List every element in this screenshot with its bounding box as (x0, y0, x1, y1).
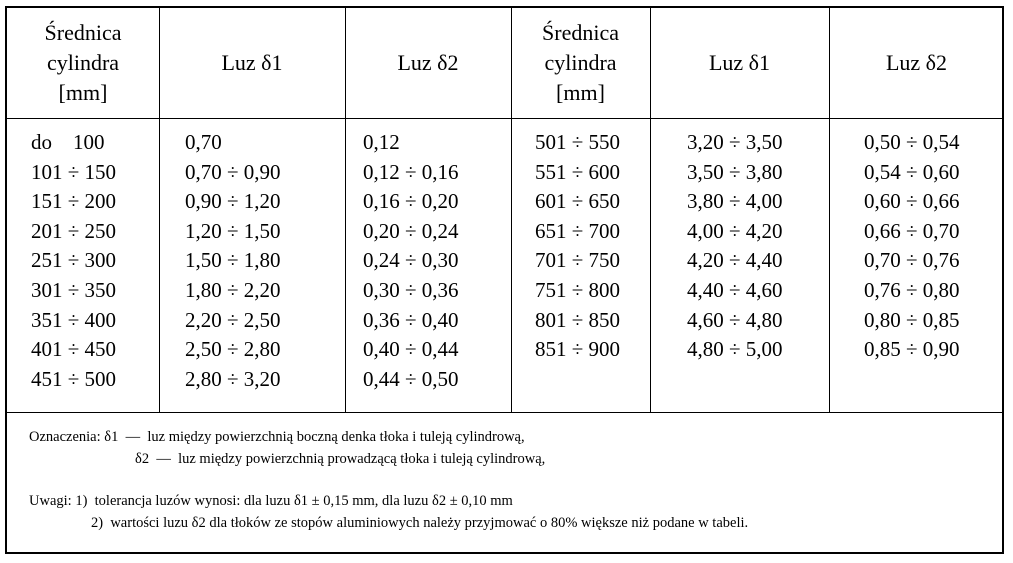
designation-d2 (29, 448, 748, 470)
col-diameter-left (31, 128, 116, 394)
table-cell: 801 ÷ 850 (535, 307, 621, 332)
table-cell: 0,85 ÷ 0,90 (864, 337, 960, 362)
table-notes (29, 426, 748, 534)
table-cell: 0,76 ÷ 0,80 (864, 277, 960, 302)
table-cell: 851 ÷ 900 (535, 337, 621, 362)
notes-rule (7, 412, 1002, 413)
table-cell: do 100 (31, 130, 105, 154)
table-cell: 551 ÷ 600 (535, 159, 621, 184)
table-cell: 751 ÷ 800 (535, 277, 621, 302)
table-cell: 2,20 ÷ 2,50 (185, 307, 281, 332)
table-cell: 0,12 (363, 130, 400, 154)
table-cell: 1,80 ÷ 2,20 (185, 277, 281, 302)
table-cell: 4,40 ÷ 4,60 (687, 277, 783, 302)
col-diameter-right (535, 128, 620, 365)
remark-1 (29, 490, 748, 512)
table-cell: 151 ÷ 200 (31, 189, 117, 214)
table-cell: 3,50 ÷ 3,80 (687, 159, 783, 184)
table-cell: 401 ÷ 450 (31, 337, 117, 362)
table-cell: 0,16 ÷ 0,20 (363, 189, 459, 214)
table-cell: 501 ÷ 550 (535, 130, 621, 154)
table-cell: 0,70 (185, 130, 222, 154)
header-diameter-b-line1: Średnica (542, 20, 619, 45)
table-cell: 2,50 ÷ 2,80 (185, 337, 281, 362)
table-cell: 1,50 ÷ 1,80 (185, 248, 281, 273)
table-cell: 351 ÷ 400 (31, 307, 117, 332)
clearance-table (5, 6, 1004, 554)
table-cell: 451 ÷ 500 (31, 366, 117, 391)
table-cell: 2,80 ÷ 3,20 (185, 366, 281, 391)
table-cell: 0,54 ÷ 0,60 (864, 159, 960, 184)
designations-label: Oznaczenia: (29, 429, 101, 445)
table-cell: 3,80 ÷ 4,00 (687, 189, 783, 214)
header-rule (7, 118, 1002, 119)
table-cell: 0,90 ÷ 1,20 (185, 189, 281, 214)
table-cell: 0,70 ÷ 0,90 (185, 159, 281, 184)
col-luz1-left (185, 128, 281, 394)
table-cell: 201 ÷ 250 (31, 218, 117, 243)
table-cell: 701 ÷ 750 (535, 248, 621, 273)
table-cell: 0,24 ÷ 0,30 (363, 248, 459, 273)
remark-2-text: 2) wartości luzu δ2 dla tłoków ze stopów aluminiowych należy przyjmować o 80% większe niż podane w tabeli. (91, 515, 749, 531)
table-cell: 601 ÷ 650 (535, 189, 621, 214)
header-diameter-unit: [mm] (58, 80, 108, 105)
table-cell: 1,20 ÷ 1,50 (185, 218, 281, 243)
designation-d1 (29, 426, 748, 448)
table-cell: 4,60 ÷ 4,80 (687, 307, 783, 332)
table-cell: 0,70 ÷ 0,76 (864, 248, 960, 273)
header-diameter-b (511, 8, 650, 118)
table-cell: 0,20 ÷ 0,24 (363, 218, 459, 243)
table-cell: 0,66 ÷ 0,70 (864, 218, 960, 243)
header-diameter-b-unit: [mm] (556, 80, 605, 105)
table-cell: 651 ÷ 700 (535, 218, 621, 243)
header-luz1-label: Luz δ1 (221, 50, 283, 75)
table-cell: 0,36 ÷ 0,40 (363, 307, 459, 332)
remark-1-text: 1) tolerancja luzów wynosi: dla luzu δ1 ± 0,15 mm, dla luzu δ2 ± 0,10 mm (75, 493, 513, 509)
col-luz2-right (864, 128, 960, 365)
table-cell: 251 ÷ 300 (31, 248, 117, 273)
header-diameter-line2: cylindra (46, 50, 120, 75)
table-cell: 0,50 ÷ 0,54 (864, 130, 960, 154)
table-cell: 0,30 ÷ 0,36 (363, 277, 459, 302)
designation-d1-text: δ1 — luz między powierzchnią boczną denka tłoka i tuleją cylindrową, (104, 429, 525, 445)
table-cell: 0,12 ÷ 0,16 (363, 159, 459, 184)
header-luz2 (345, 8, 511, 118)
header-luz2-b (829, 8, 1004, 118)
table-cell: 301 ÷ 350 (31, 277, 117, 302)
header-luz2-label: Luz δ2 (397, 50, 459, 75)
table-cell: 4,20 ÷ 4,40 (687, 248, 783, 273)
table-cell: 4,80 ÷ 5,00 (687, 337, 783, 362)
header-diameter-b-line2: cylindra (544, 50, 617, 75)
table-cell: 4,00 ÷ 4,20 (687, 218, 783, 243)
table-cell: 101 ÷ 150 (31, 159, 117, 184)
table-cell: 0,44 ÷ 0,50 (363, 366, 459, 391)
designation-d2-text: δ2 — luz między powierzchnią prowadzącą tłoka i tuleją cylindrową, (135, 451, 546, 467)
table-cell: 0,80 ÷ 0,85 (864, 307, 960, 332)
remark-2 (29, 512, 748, 534)
header-luz2-b-label: Luz δ2 (885, 50, 948, 75)
col-luz2-left (363, 128, 459, 394)
header-diameter (7, 8, 159, 118)
header-luz1-b (650, 8, 829, 118)
col-luz1-right (687, 128, 783, 365)
header-luz1 (159, 8, 345, 118)
remarks-label: Uwagi: (29, 493, 72, 509)
table-cell: 0,40 ÷ 0,44 (363, 337, 459, 362)
header-luz1-b-label: Luz δ1 (708, 50, 771, 75)
table-cell: 3,20 ÷ 3,50 (687, 130, 783, 154)
table-cell: 0,60 ÷ 0,66 (864, 189, 960, 214)
header-diameter-line1: Średnica (44, 20, 122, 45)
